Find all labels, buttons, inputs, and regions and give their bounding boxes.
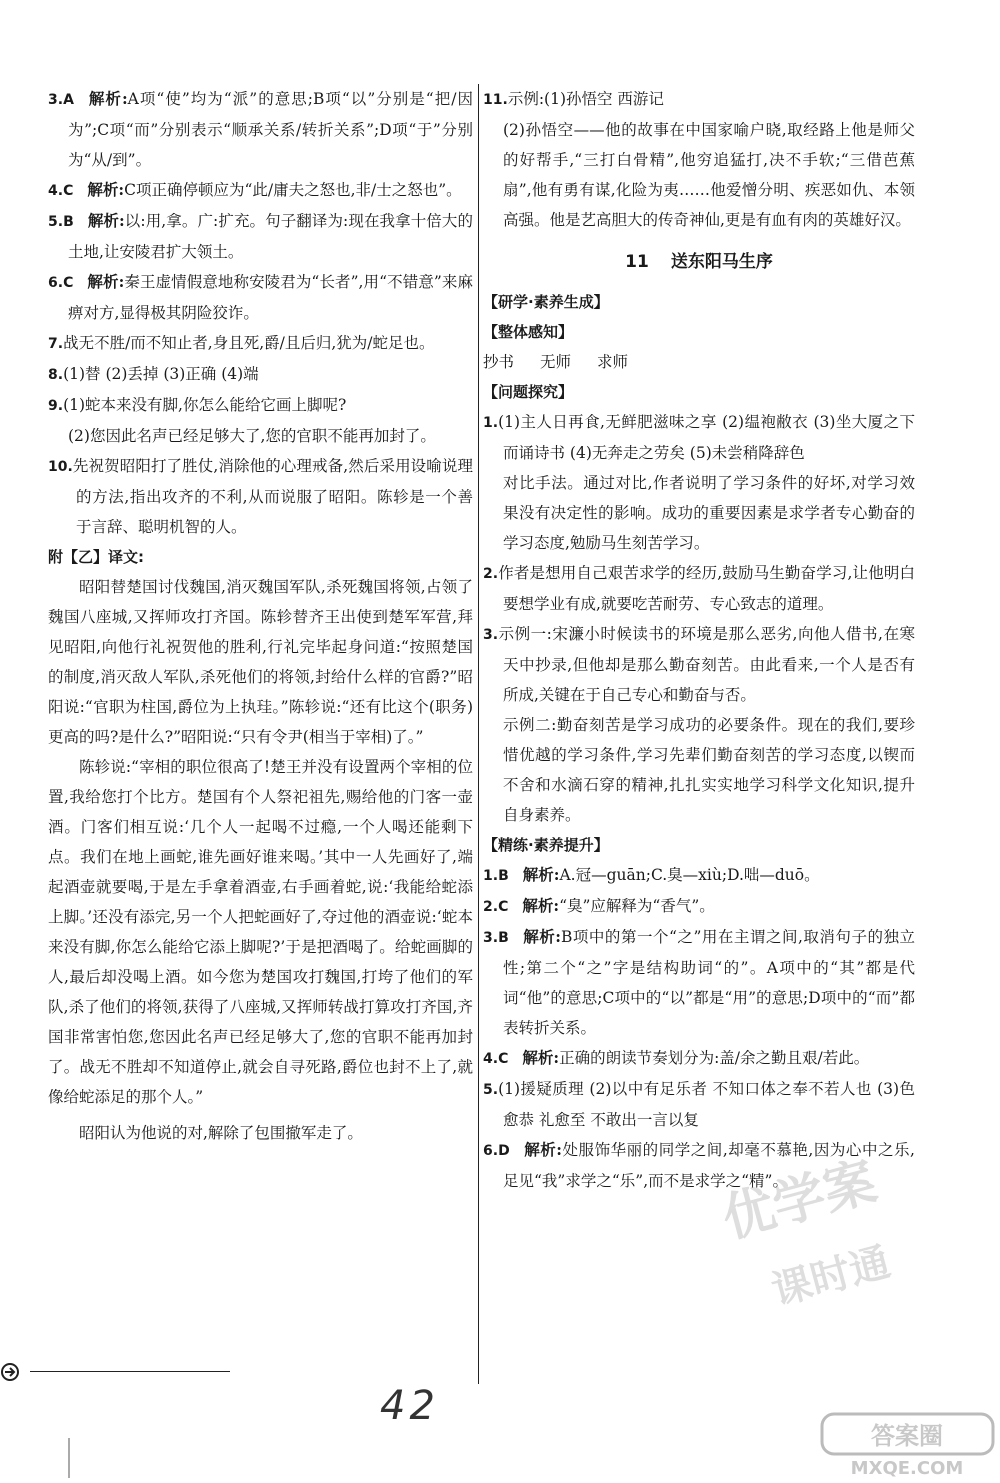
practice-item-3: 3.B 解析:B项中的第一个“之”用在主谓之间,取消句子的独立性;第二个“之”字是结构助词“的”。A项中的“其”都是代词“他”的意思;C项中的“以”都是“用”的意思;D项中的“而”都表转折关系。 bbox=[483, 927, 915, 1037]
zhengti-answer: 抄书 无师 求师 bbox=[483, 353, 629, 371]
page-number: 42 bbox=[380, 1383, 439, 1429]
left-column bbox=[48, 84, 473, 1148]
logo-text: 答案圈 bbox=[871, 1422, 943, 1450]
answer-item-6: 6.C 解析:秦王虚情假意地称安陵君为“长者”,用“不错意”来麻痹对方,显得极其阴险狡诈。 bbox=[48, 272, 473, 322]
answer-item-8: 8.(1)替 (2)丢掉 (3)正确 (4)端 bbox=[48, 365, 259, 383]
section-zhengti: 【整体感知】 bbox=[483, 323, 574, 341]
footer-rule bbox=[30, 1371, 230, 1372]
watermark-line-1: 优学案 bbox=[716, 1150, 883, 1250]
lesson-title: 11 送东阳马生序 bbox=[625, 252, 773, 272]
margin-mark bbox=[68, 1438, 70, 1478]
explore-item-2: 2.作者是想用自己艰苦求学的经历,鼓励马生勤奋学习,让他明白要想学业有成,就要吃苦耐劳、专心致志的道理。 bbox=[483, 564, 915, 613]
right-column bbox=[483, 84, 915, 1196]
answer-item-9: 9.(1)蛇本来没有脚,你怎么能给它画上脚呢? (2)您因此名声已经足够大了,您的官职不能再加封了。 bbox=[48, 396, 436, 445]
translation-paragraph: 昭阳替楚国讨伐魏国,消灭魏国军队,杀死魏国将领,占领了魏国八座城,又挥师攻打齐国。陈轸替齐王出使到楚军军营,拜见昭阳,向他行礼祝贺他的胜利,行礼完毕起身问道:“按照楚国的制度,消灭敌人军队,杀死他们的将领,封给什么样的官爵?”昭阳说:“官职为柱国,爵位为上执珪。”陈轸说:“还有比这个(职务)更高的吗?是什么?”昭阳说:“只有令尹(相当于宰相)了。” bbox=[48, 578, 473, 746]
practice-item-1: 1.B 解析:A.冠—guān;C.臭—xiù;D.咄—duō。 bbox=[483, 865, 820, 884]
answer-item-11: 11.示例:(1)孙悟空 西游记 (2)孙悟空——他的故事在中国家喻户晓,取经路上他是师父的好帮手,“三打白骨精”,他穷追猛打,决不手软;“三借芭蕉扇”,他有勇有谋,化险为夷……他爱憎分明、疾恶如仇、本领高强。他是艺高胆大的传奇神仙,更是有血有肉的英雄好汉。 bbox=[483, 90, 915, 229]
answer-item-10: 10.先祝贺昭阳打了胜仗,消除他的心理戒备,然后采用设喻说理的方法,指出攻齐的不利,从而说服了昭阳。陈轸是一个善于言辞、聪明机智的人。 bbox=[48, 457, 473, 536]
practice-item-5: 5.(1)援疑质理 (2)以中有足乐者 不知口体之奉不若人也 (3)色愈恭 礼愈至 不敢出一言以复 bbox=[483, 1080, 915, 1129]
answer-item-7: 7.战无不胜/而不知止者,身且死,爵/且后归,犹为/蛇足也。 bbox=[48, 334, 435, 352]
answer-item-5: 5.B 解析:以:用,拿。广:扩充。句子翻译为:现在我拿十倍大的土地,让安陵君扩大领土。 bbox=[48, 211, 473, 261]
practice-item-2: 2.C 解析:“臭”应解释为“香气”。 bbox=[483, 896, 715, 915]
practice-item-4: 4.C 解析:正确的朗读节奏划分为:盖/余之勤且艰/若此。 bbox=[483, 1048, 870, 1067]
section-yanxue: 【研学·素养生成】 bbox=[483, 293, 609, 311]
page-arrow-icon bbox=[0, 1362, 40, 1382]
site-logo bbox=[820, 1412, 995, 1478]
translation-paragraph: 陈轸说:“宰相的职位很高了!楚王并没有设置两个宰相的位置,我给您打个比方。楚国有个人祭祀祖先,赐给他的门客一壶酒。门客们相互说:‘几个人一起喝不过瘾,一个人喝还能剩下点。我们在地上画蛇,谁先画好谁来喝。’其中一人先画好了,端起酒壶就要喝,于是左手拿着酒壶,右手画着蛇,说:‘我能给蛇添上脚。’还没有添完,另一个人把蛇画好了,夺过他的酒壶说:‘蛇本来没有脚,你怎么能给它添上脚呢?’于是把酒喝了。给蛇画脚的人,最后却没喝上酒。如今您为楚国攻打魏国,打垮了他们的军队,杀了他们的将领,获得了八座城,又挥师转战打算攻打齐国,齐国非常害怕您,您因此名声已经足够大了,您的官职不能再加封了。战无不胜却不知道停止,就会自寻死路,爵位也封不上了,就像给蛇添足的那个人。” bbox=[48, 758, 473, 1106]
explore-item-1: 1.(1)主人日再食,无鲜肥滋味之享 (2)缊袍敝衣 (3)坐大厦之下而诵诗书 (4)无奔走之劳矣 (5)未尝稍降辞色 对比手法。通过对比,作者说明了学习条件的好坏,对学习效果没有决定性的影响。成功的重要因素是求学者专心勤奋的学习态度,勉励马生刻苦学习。 bbox=[483, 413, 915, 552]
watermark-line-2: 课时通 bbox=[766, 1238, 895, 1315]
answer-item-3: 3.A 解析:A项“使”均为“派”的意思;B项“以”分别是“把/因为”;C项“而”分别表示“顺承关系/转折关系”;D项“于”分别为“从/到”。 bbox=[48, 89, 473, 169]
logo-url: MXQE.COM bbox=[850, 1458, 964, 1478]
section-wenti: 【问题探究】 bbox=[483, 383, 574, 401]
appendix-title: 附【乙】译文: bbox=[48, 548, 144, 566]
practice-item-6: 6.D 解析:处服饰华丽的同学之间,却毫不慕艳,因为心中之乐,足见“我”求学之“乐”,而不是求学之“精”。 bbox=[483, 1140, 915, 1190]
answer-item-4: 4.C 解析:C项正确停顿应为“此/庸夫之怒也,非/士之怒也”。 bbox=[48, 180, 462, 199]
explore-item-3: 3.示例一:宋濂小时候读书的环境是那么恶劣,向他人借书,在寒天中抄录,但他却是那么勤奋刻苦。由此看来,一个人是否有所成,关键在于自己专心和勤奋与否。 示例二:勤奋刻苦是学习成功的必要条件。现在的我们,要珍惜优越的学习条件,学习先辈们勤奋刻苦的学习态度,以锲而不舍和水滴石穿的精神,扎扎实实地学习科学文化知识,提升自身素养。 bbox=[483, 625, 915, 824]
column-divider bbox=[478, 84, 479, 1384]
translation-paragraph: 昭阳认为他说的对,解除了包围撤军走了。 bbox=[79, 1124, 363, 1142]
section-jinglian: 【精练·素养提升】 bbox=[483, 836, 609, 854]
